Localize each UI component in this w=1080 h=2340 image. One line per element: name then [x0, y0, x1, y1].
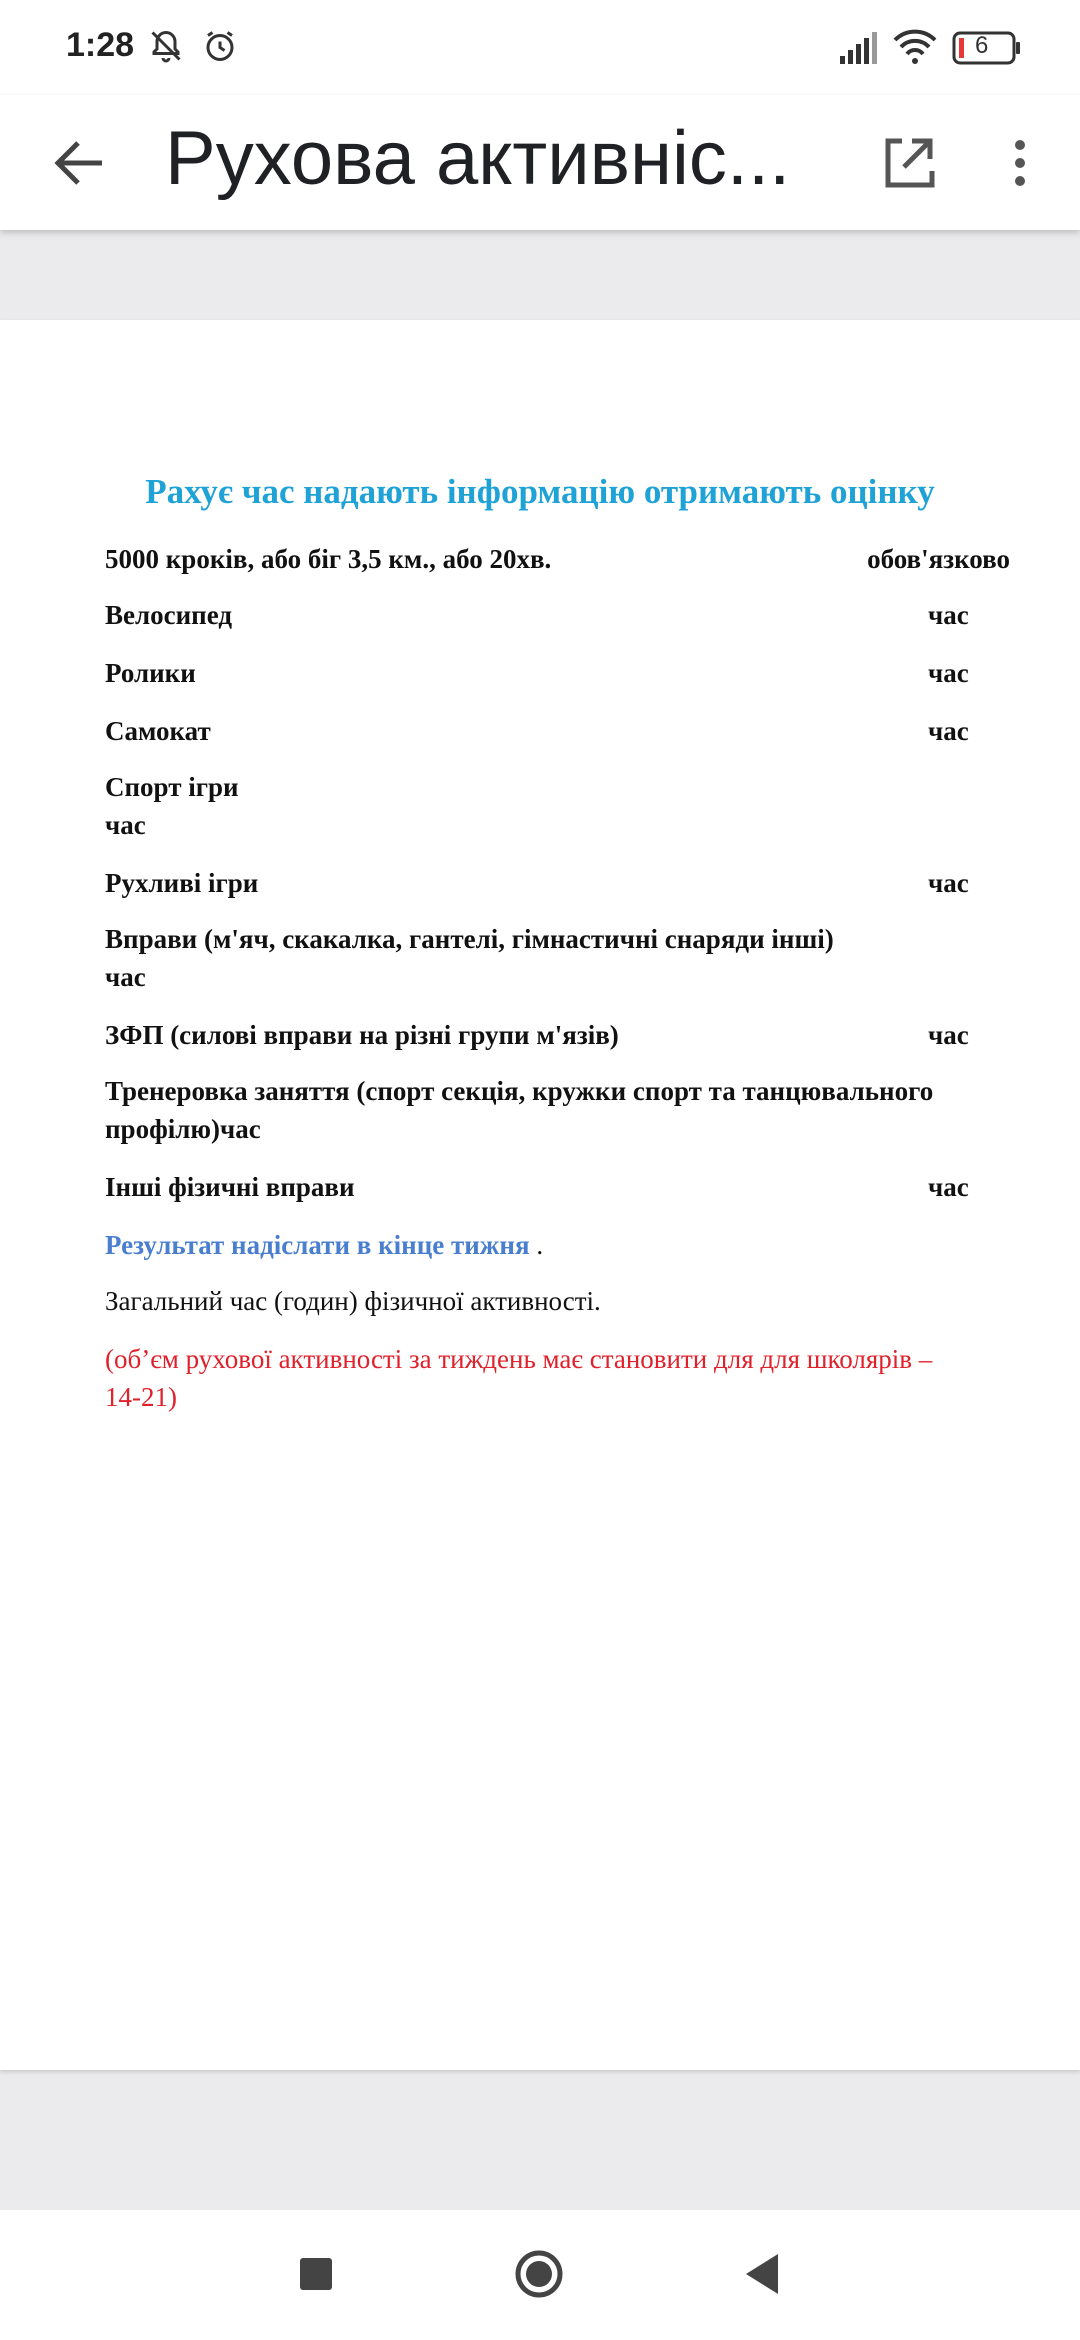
total-time-text: Загальний час (годин) фізичної активності. — [105, 1286, 601, 1316]
row-value: час — [105, 810, 146, 840]
battery-level: 6 — [975, 32, 989, 59]
result-note-dot: . — [529, 1230, 544, 1260]
document-heading: Рахує час надають інформацію отримають оцінку — [145, 472, 935, 511]
row-label: Рухливі ігри — [105, 868, 259, 898]
signal-icon — [838, 32, 878, 64]
open-external-icon[interactable] — [868, 123, 948, 203]
row-label: Ролики — [105, 658, 196, 688]
volume-note — [105, 1340, 1010, 1416]
status-time: 1:28 — [66, 26, 135, 64]
document-title: Рухова активніс... — [165, 116, 791, 201]
result-note-text: Результат надіслати в кінце тижня — [105, 1230, 530, 1260]
row-value: час — [928, 868, 969, 898]
row-label: Вправи (м'яч, скакалка, гантелі, гімнастичні снаряди інші) — [105, 924, 834, 954]
recent-apps-button[interactable] — [300, 2258, 332, 2290]
back-arrow-icon[interactable] — [40, 123, 120, 203]
row-value: час — [928, 1172, 969, 1202]
row-label-cont: профілю) — [105, 1114, 221, 1144]
row-label: ЗФП (силові вправи на різні групи м'язів) — [105, 1020, 619, 1050]
volume-note-line: 14-21) — [105, 1382, 177, 1412]
row-label: Інші фізичні вправи — [105, 1172, 355, 1202]
volume-note-line: (об’єм рухової активності за тиждень має становити для для школярів – — [105, 1344, 933, 1374]
alarm-icon — [202, 28, 238, 64]
table-row — [105, 540, 1010, 578]
table-row — [105, 768, 1010, 844]
home-button[interactable] — [515, 2250, 563, 2298]
row-label: Тренеровка заняття (спорт секція, кружки спорт та танцювального — [105, 1076, 934, 1106]
table-row — [105, 596, 1010, 634]
table-row — [105, 1016, 1010, 1054]
row-label: Велосипед — [105, 600, 233, 630]
status-bar — [0, 0, 1080, 95]
row-value: час — [220, 1114, 261, 1144]
row-value: час — [928, 716, 969, 746]
row-label: Спорт ігри — [105, 772, 239, 802]
table-row — [105, 712, 1010, 750]
row-value: час — [928, 600, 969, 630]
row-value: обов'язково — [867, 544, 1010, 574]
result-note — [105, 1226, 1010, 1264]
wifi-icon — [892, 28, 938, 66]
row-label: Самокат — [105, 716, 211, 746]
table-row — [105, 864, 1010, 902]
row-label: 5000 кроків, або біг 3,5 км., або 20хв. — [105, 544, 552, 574]
nav-back-button[interactable] — [742, 2252, 782, 2296]
app-bar — [0, 95, 1080, 230]
row-value: час — [105, 962, 146, 992]
navigation-bar — [0, 2210, 1080, 2340]
table-row — [105, 654, 1010, 692]
table-row — [105, 920, 1010, 996]
row-value: час — [928, 658, 969, 688]
table-row — [105, 1168, 1010, 1206]
table-row — [105, 1072, 1010, 1148]
row-value: час — [928, 1020, 969, 1050]
notifications-off-icon — [148, 28, 184, 64]
more-options-icon[interactable] — [1000, 123, 1040, 203]
